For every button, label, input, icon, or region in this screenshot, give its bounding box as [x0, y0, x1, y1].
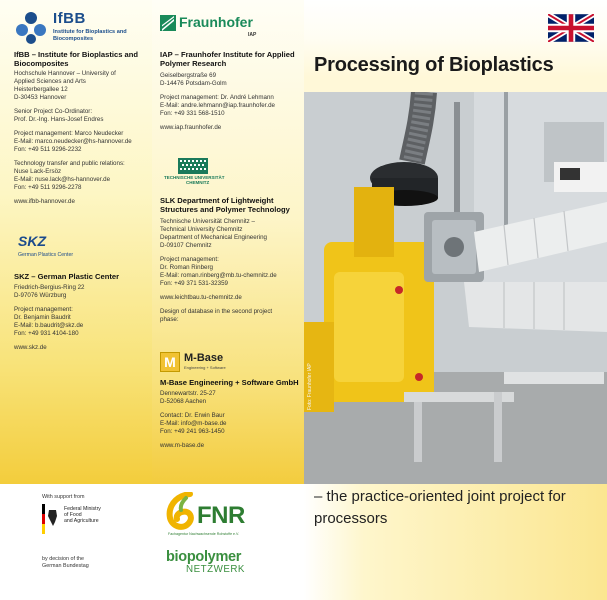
m-base-address [160, 390, 300, 406]
pm-line: Project management: Dr. André Lehmann [160, 93, 274, 101]
coordinator-label: Senior Project Co-Ordinator: [14, 107, 93, 115]
email-link[interactable]: E-Mail: roman.rinberg@mb.tu-chemnitz.de [160, 271, 277, 279]
biopolymer-logo-name: biopolymer [166, 549, 242, 565]
ifbb-technology-transfer [14, 160, 150, 192]
pm-line: Project management: Marco Neudecker [14, 129, 124, 137]
coordinator-name: Prof. Dr.-Ing. Hans-Josef Endres [14, 115, 104, 123]
uk-flag-icon[interactable] [548, 14, 594, 42]
machine-photo [304, 92, 607, 484]
m-base-logo-subtitle: Engineering + Software [184, 365, 226, 370]
email-link[interactable]: E-Mail: marco.neudecker@hs-hannover.de [14, 137, 132, 145]
transfer-label: Technology transfer and public relations: [14, 159, 125, 167]
address-line: Department of Mechanical Engineering [160, 233, 267, 241]
skz-address [14, 284, 150, 300]
m-base-heading: M-Base Engineering + Software GmbH [160, 378, 299, 387]
tagline: – the practice-oriented joint project for processors [314, 488, 566, 527]
photo-credit: Foto: Fraunhofer IAP [307, 363, 313, 410]
ministry-line: and Agriculture [64, 518, 99, 525]
pm-name: Dr. Roman Rinberg [160, 263, 213, 271]
fraunhofer-logo-subtitle: IAP [248, 32, 257, 38]
ifbb-heading: IfBB – Institute for Bioplastics and Biocomposites [14, 50, 139, 69]
iap-info [160, 50, 300, 132]
logo-line: TECHNISCHE UNIVERSITÄT [164, 175, 225, 180]
address-line: Hochschule Hannover – University of [14, 69, 116, 77]
pm-label: Project management: [14, 306, 73, 314]
email-link[interactable]: E-Mail: andre.lehmann@iap.fraunhofer.de [160, 101, 275, 109]
federal-eagle-icon [42, 504, 60, 542]
fnr-logo [164, 490, 264, 542]
tu-chemnitz-logo-subtitle [164, 175, 225, 186]
address-line: Friedrich-Bergius-Ring 22 [14, 284, 85, 292]
ifbb-logo [13, 9, 143, 49]
transfer-name: Nuse Lack-Ersöz [14, 167, 62, 175]
pm-label: Project management: [160, 255, 219, 263]
fraunhofer-logo-name: Fraunhofer [179, 14, 253, 30]
m-base-contact [160, 412, 300, 436]
iap-project-management [160, 94, 300, 118]
contact-name: Contact: Dr. Erwin Baur [160, 412, 225, 420]
m-base-logo [160, 352, 260, 374]
skz-project-management [14, 306, 150, 338]
fnr-logo-subtitle: Fachagentur Nachwachsende Rohstoffe e.V. [168, 532, 240, 536]
phone-line: Fon: +49 511 9296-2278 [14, 183, 82, 191]
note-line: phase: [160, 315, 179, 323]
phone-line: Fon: +49 511 9296-2232 [14, 145, 82, 153]
email-link[interactable]: E-Mail: b.baudrit@skz.de [14, 322, 84, 330]
support-label: With support from [42, 494, 85, 500]
iap-website-link[interactable]: www.iap.fraunhofer.de [160, 123, 222, 131]
skz-logo-subtitle: German Plastics Center [18, 252, 74, 258]
ifbb-logo-subtitle: Institute for Bioplastics and Biocomposites [53, 29, 127, 42]
ifbb-logo-icon [13, 9, 49, 45]
slk-info [160, 196, 300, 324]
page-title: Processing of Bioplastics [314, 54, 554, 76]
extruder-machine-illustration [304, 92, 607, 484]
ifbb-logo-name: IfBB [53, 10, 86, 27]
ifbb-info [14, 50, 150, 206]
fnr-logo-name: FNR [197, 502, 245, 529]
iap-heading: IAP – Fraunhofer Institute for Applied Polymer Research [160, 50, 295, 69]
slk-heading: SLK Department of Lightweight Structures and Polymer Technology [160, 196, 290, 215]
skz-info [14, 272, 150, 352]
decision-line: by decision of the [42, 556, 84, 562]
note-line: Design of database in the second project [160, 307, 273, 315]
slk-address [160, 218, 300, 250]
ifbb-coordinator [14, 108, 150, 124]
database-design-note [160, 308, 300, 324]
skz-logo [18, 233, 88, 269]
pm-name: Dr. Benjamin Baudrit [14, 314, 71, 322]
ifbb-address [14, 70, 150, 102]
decision-line: German Bundestag [42, 562, 89, 569]
tu-chemnitz-logo [164, 158, 254, 190]
address-line: Applied Sciences and Arts [14, 77, 86, 85]
phone-line: Fon: +49 931 4104-180 [14, 330, 79, 338]
ministry-logo [42, 504, 142, 544]
email-link[interactable]: E-Mail: nuse.lack@hs-hannover.de [14, 175, 111, 183]
email-link[interactable]: E-Mail: info@m-base.de [160, 420, 227, 428]
biopolymer-logo [166, 549, 266, 579]
logo-line: CHEMNITZ [186, 180, 210, 186]
slk-website-link[interactable]: www.leichtbau.tu-chemnitz.de [160, 293, 242, 301]
phone-line: Fon: +49 371 531-32359 [160, 279, 228, 287]
address-line: D-97076 Würzburg [14, 292, 67, 300]
address-line: D-09107 Chemnitz [160, 241, 212, 249]
address-line: Dennewartstr. 25-27 [160, 390, 216, 398]
iap-address [160, 72, 300, 88]
address-line: Geiselbergstraße 69 [160, 71, 217, 79]
fraunhofer-logo-icon [160, 15, 176, 31]
ifbb-project-management [14, 130, 150, 154]
address-line: D-52068 Aachen [160, 398, 207, 406]
phone-line: Fon: +49 241 963-1450 [160, 428, 225, 436]
ministry-name [64, 506, 101, 525]
m-base-logo-icon: M [160, 352, 180, 372]
tu-chemnitz-logo-icon [178, 158, 208, 174]
biopolymer-logo-subtitle: NETZWERK [186, 564, 245, 575]
skz-logo-name: SKZ [18, 233, 46, 249]
fnr-leaf-icon [164, 492, 198, 532]
phone-line: Fon: +49 331 568-1510 [160, 109, 225, 117]
address-line: Technische Universität Chemnitz – [160, 217, 255, 225]
slk-project-management [160, 256, 300, 288]
m-base-logo-name: M-Base [184, 352, 224, 364]
skz-heading: SKZ – German Plastic Center [14, 272, 120, 281]
address-line: Heisterbergallee 12 [14, 85, 68, 93]
bundestag-decision [42, 556, 89, 569]
address-line: D-30453 Hannover [14, 93, 67, 101]
address-line: Technical University Chemnitz [160, 225, 243, 233]
ministry-line: of Food [64, 512, 82, 519]
ifbb-website-link[interactable]: www.ifbb-hannover.de [14, 197, 75, 205]
m-base-info [160, 378, 300, 450]
skz-website-link[interactable]: www.skz.de [14, 344, 47, 352]
fraunhofer-logo [160, 15, 290, 43]
m-base-website-link[interactable]: www.m-base.de [160, 442, 205, 450]
address-line: D-14476 Potsdam-Golm [160, 79, 227, 87]
ministry-line: Federal Ministry [64, 506, 101, 512]
